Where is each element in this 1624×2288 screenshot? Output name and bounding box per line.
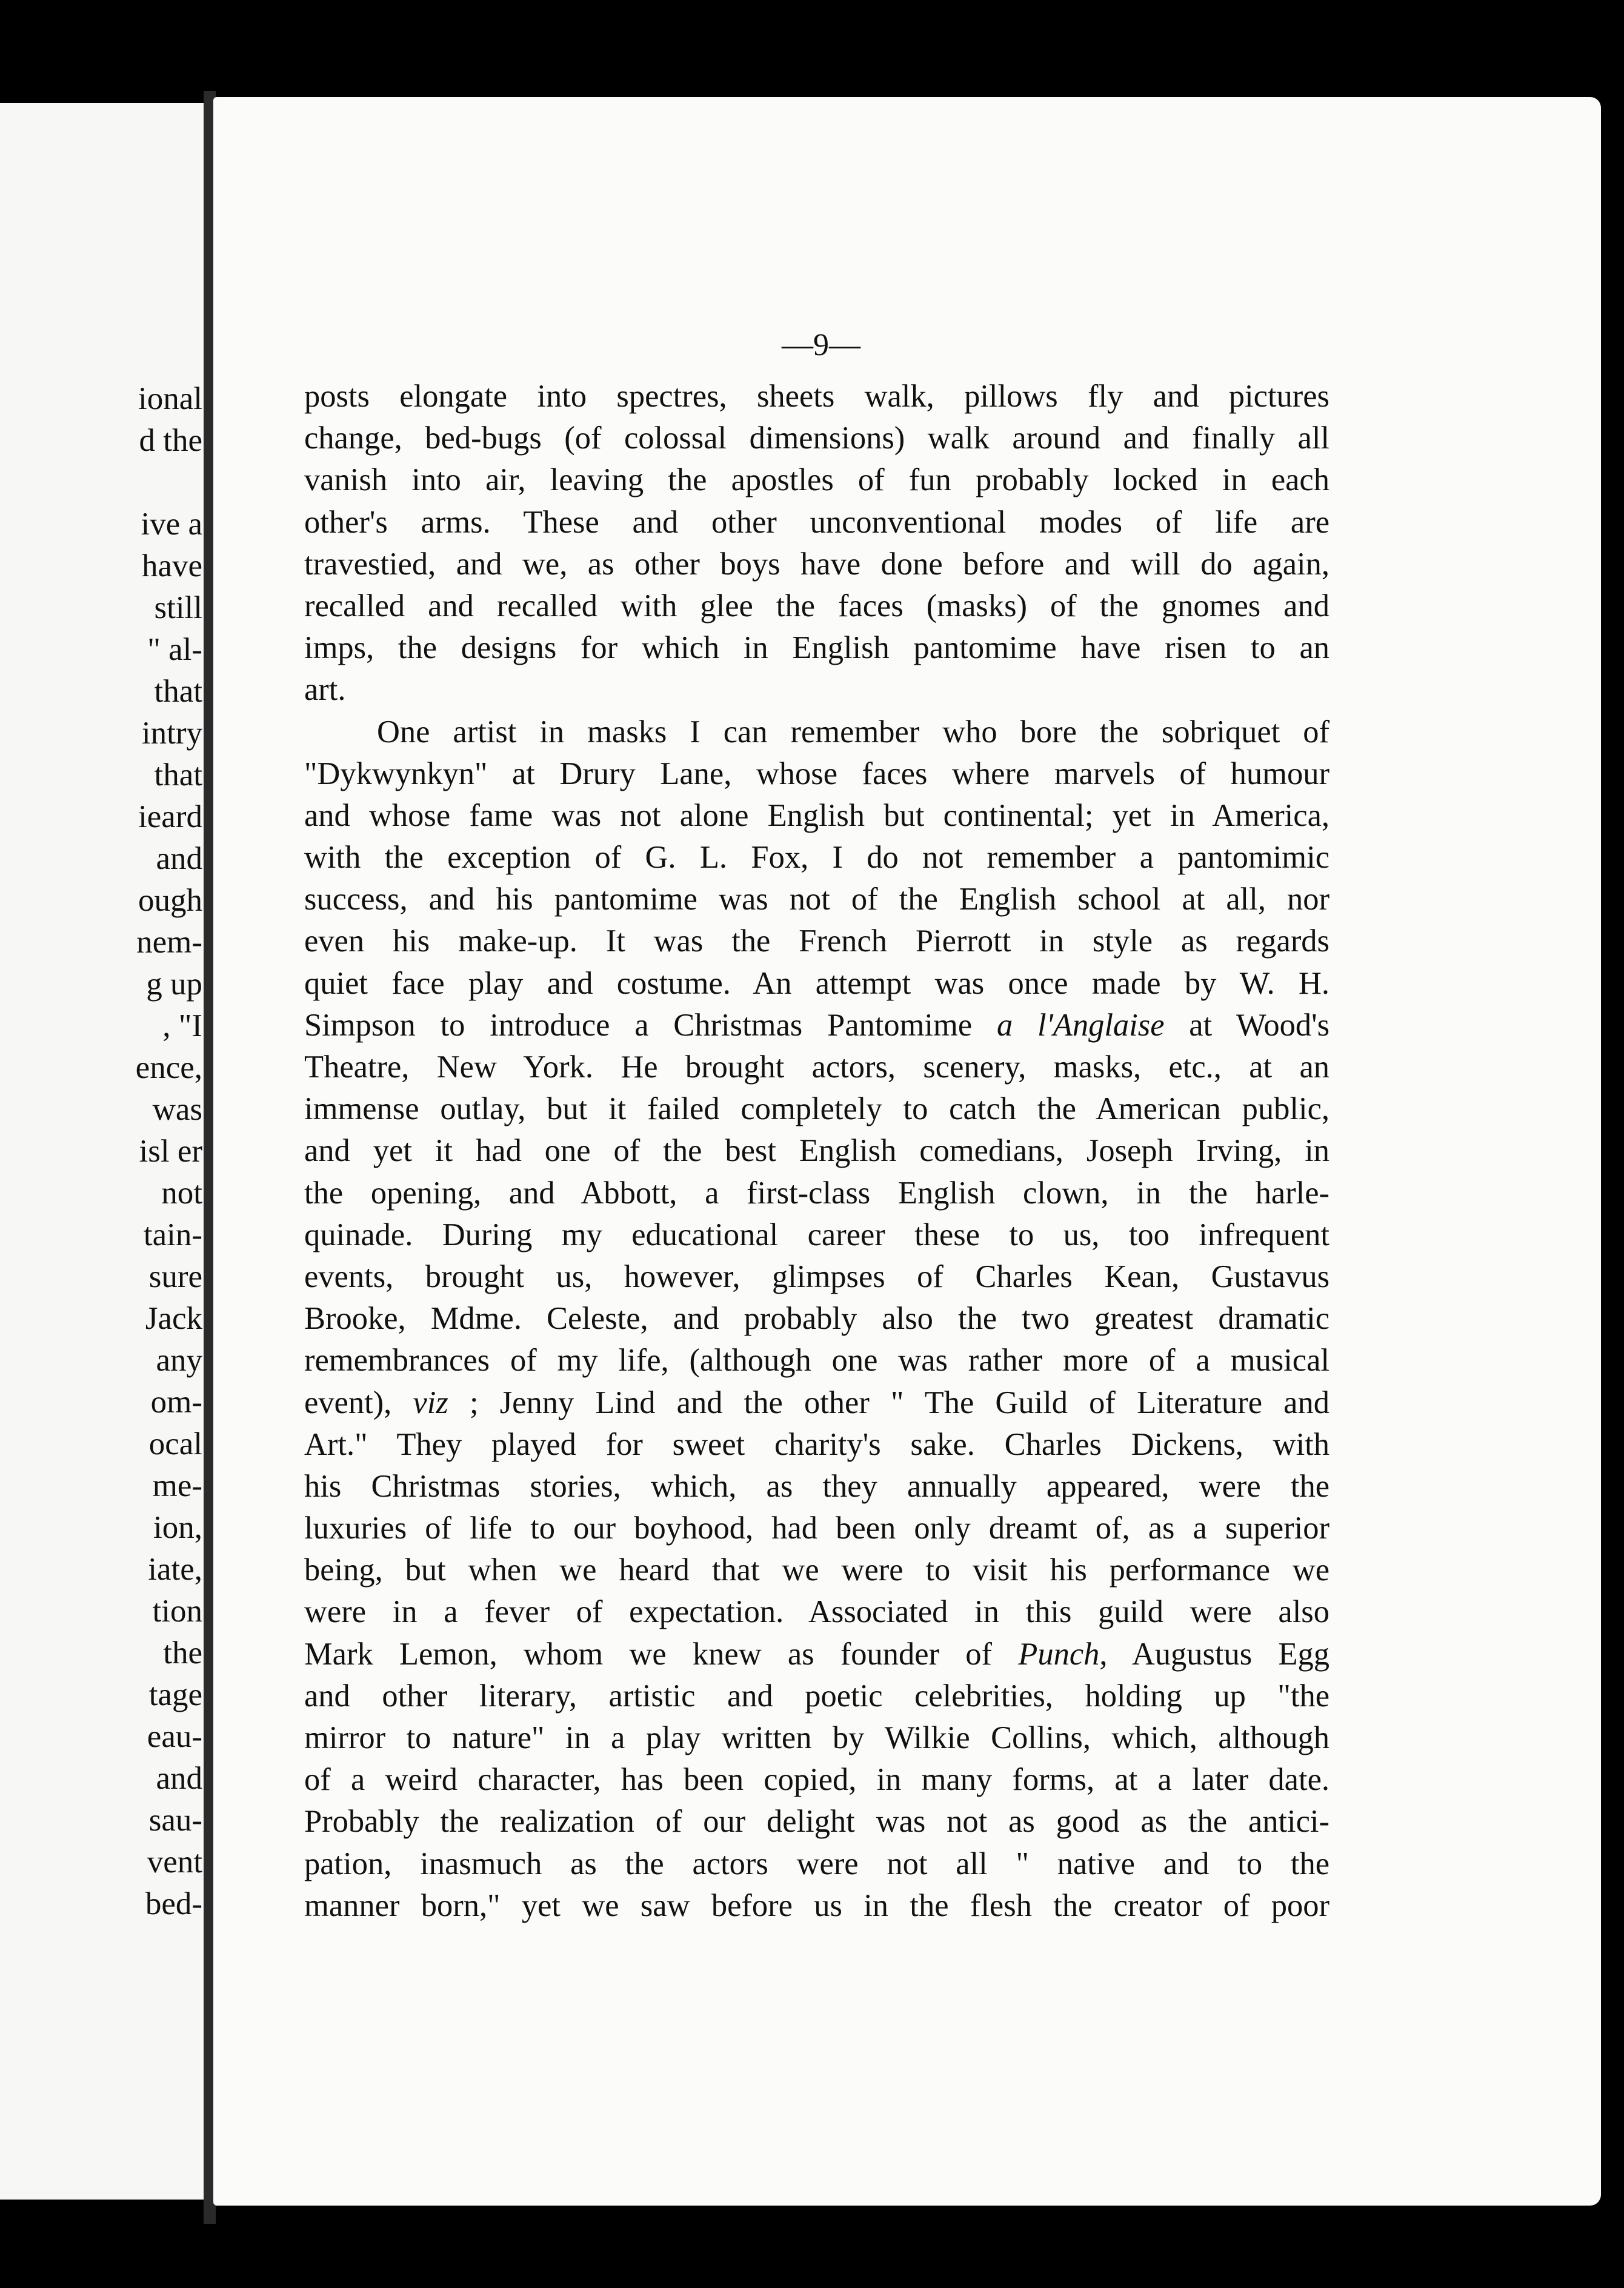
italic-run: a l'Anglaise	[996, 1007, 1165, 1043]
fragment-line: bed-	[145, 1886, 202, 1921]
text-line: One artist in masks I can remember who bore the sobriquet of	[377, 714, 1329, 750]
text-line: Art." They played for sweet charity's sake. Charles Dickens, with	[304, 1426, 1329, 1462]
text-line: and whose fame was not alone English but continental; yet in America,	[304, 797, 1329, 833]
text-line: posts elongate into spectres, sheets walk, pillows fly and pictures	[304, 379, 1329, 414]
text-run: event),	[304, 1385, 413, 1420]
text-line: mirror to nature" in a play written by Wilkie Collins, which, although	[304, 1720, 1329, 1755]
text-run: Simpson to introduce a Christmas Pantomime	[304, 1007, 997, 1043]
fragment-line: tion	[152, 1594, 202, 1629]
text-line: quiet face play and costume. An attempt was once made by W. H.	[304, 965, 1329, 1001]
fragment-line: was	[152, 1092, 202, 1127]
text-line: remembrances of my life, (although one was rather more of a musical	[304, 1343, 1329, 1378]
fragment-line: g up	[146, 966, 202, 1002]
text-line: immense outlay, but it failed completely to catch the American public,	[304, 1091, 1329, 1127]
fragment-line: " al-	[147, 632, 202, 667]
text-line: quinade. During my educational career these to us, too infrequent	[304, 1217, 1329, 1252]
fragment-line: have	[141, 548, 202, 584]
page-number: —9—	[782, 328, 860, 362]
fragment-line: tage	[148, 1677, 202, 1712]
text-line: change, bed-bugs (of colossal dimensions) walk around and finally all	[304, 421, 1329, 456]
text-line: success, and his pantomime was not of the English school at all, nor	[304, 882, 1329, 917]
fragment-line: eau-	[147, 1719, 202, 1754]
text-line	[304, 1382, 1329, 1424]
text-run: at Wood's	[1164, 1007, 1329, 1043]
text-run: ; Jenny Lind and the other " The Guild of Literature and	[448, 1385, 1329, 1420]
text-line: vanish into air, leaving the apostles of fun probably locked in each	[304, 462, 1329, 498]
text-line	[304, 1005, 1329, 1046]
text-line: "Dykwynkyn" at Drury Lane, whose faces where marvels of humour	[304, 756, 1329, 791]
fragment-line: ional	[138, 381, 202, 416]
fragment-line: intry	[141, 716, 202, 751]
fragment-line: any	[156, 1343, 202, 1378]
text-line: Brooke, Mdme. Celeste, and probably also the two greatest dramatic	[304, 1301, 1329, 1337]
fragment-line: that	[154, 757, 202, 793]
fragment-line: isl er	[139, 1134, 202, 1169]
text-line: with the exception of G. L. Fox, I do not remember a pantomimic	[304, 840, 1329, 876]
fragment-line: Jack	[145, 1301, 202, 1336]
text-line: being, but when we heard that we were to visit his performance we	[304, 1552, 1329, 1588]
fragment-line: me-	[152, 1468, 202, 1503]
text-line: Theatre, New York. He brought actors, scenery, masks, etc., at an	[304, 1049, 1329, 1085]
text-line: pation, inasmuch as the actors were not all " native and to the	[304, 1846, 1329, 1881]
text-line: imps, the designs for which in English pantomime have risen to an	[304, 630, 1329, 666]
text-line: luxuries of life to our boyhood, had been only dreamt of, as a superior	[304, 1511, 1329, 1546]
fragment-line: d the	[139, 423, 202, 458]
text-line: the opening, and Abbott, a first-class English clown, in the harle-	[304, 1175, 1329, 1211]
previous-page-edge	[0, 103, 205, 2200]
text-line: recalled and recalled with glee the faces (masks) of the gnomes and	[304, 588, 1329, 624]
fragment-line: sure	[148, 1259, 202, 1294]
fragment-line: and	[156, 1761, 202, 1796]
text-line	[304, 1634, 1329, 1675]
text-run: Mark Lemon, whom we knew as founder of	[304, 1636, 1019, 1672]
fragment-line: not	[161, 1176, 202, 1211]
fragment-line: sau-	[148, 1803, 202, 1838]
body-text	[304, 376, 1329, 1927]
text-line: and other literary, artistic and poetic celebrities, holding up "the	[304, 1678, 1329, 1714]
fragment-line: nem-	[136, 925, 202, 960]
fragment-line: ieard	[138, 799, 202, 834]
text-line: Probably the realization of our delight was not as good as the antici-	[304, 1804, 1329, 1840]
fragment-line: ough	[138, 883, 202, 918]
text-line: manner born," yet we saw before us in the flesh the creator of poor	[304, 1887, 1329, 1923]
italic-run: Punch	[1018, 1636, 1100, 1672]
text-line: travestied, and we, as other boys have done before and will do again,	[304, 546, 1329, 582]
previous-page-text-fragments	[8, 378, 202, 1925]
text-line: of a weird character, has been copied, in many forms, at a later date.	[304, 1762, 1329, 1798]
text-line: his Christmas stories, which, as they annually appeared, were the	[304, 1468, 1329, 1504]
text-line: even his make-up. It was the French Pierrott in style as regards	[304, 923, 1329, 959]
fragment-line: iate,	[148, 1552, 202, 1587]
fragment-line: tain-	[143, 1217, 202, 1252]
text-line: events, brought us, however, glimpses of Charles Kean, Gustavus	[304, 1259, 1329, 1294]
text-run: , Augustus Egg	[1099, 1636, 1329, 1672]
fragment-line: , "I	[162, 1008, 202, 1043]
text-line: other's arms. These and other unconventional modes of life are	[304, 504, 1329, 540]
fragment-line: ive a	[141, 507, 202, 542]
text-line: and yet it had one of the best English comedians, Joseph Irving, in	[304, 1133, 1329, 1169]
fragment-line: and	[156, 841, 202, 876]
fragment-line: ion,	[153, 1510, 202, 1545]
fragment-line	[8, 462, 202, 504]
fragment-line: ocal	[148, 1426, 202, 1462]
fragment-line: ence,	[135, 1050, 202, 1085]
italic-run: viz	[413, 1385, 448, 1420]
fragment-line: vent	[147, 1844, 202, 1880]
fragment-line: the	[163, 1635, 202, 1671]
fragment-line: that	[154, 674, 202, 709]
text-line: art.	[304, 672, 346, 708]
text-line: were in a fever of expectation. Associated in this guild were also	[304, 1594, 1329, 1630]
fragment-line: om-	[150, 1385, 202, 1420]
fragment-line: still	[154, 590, 202, 625]
